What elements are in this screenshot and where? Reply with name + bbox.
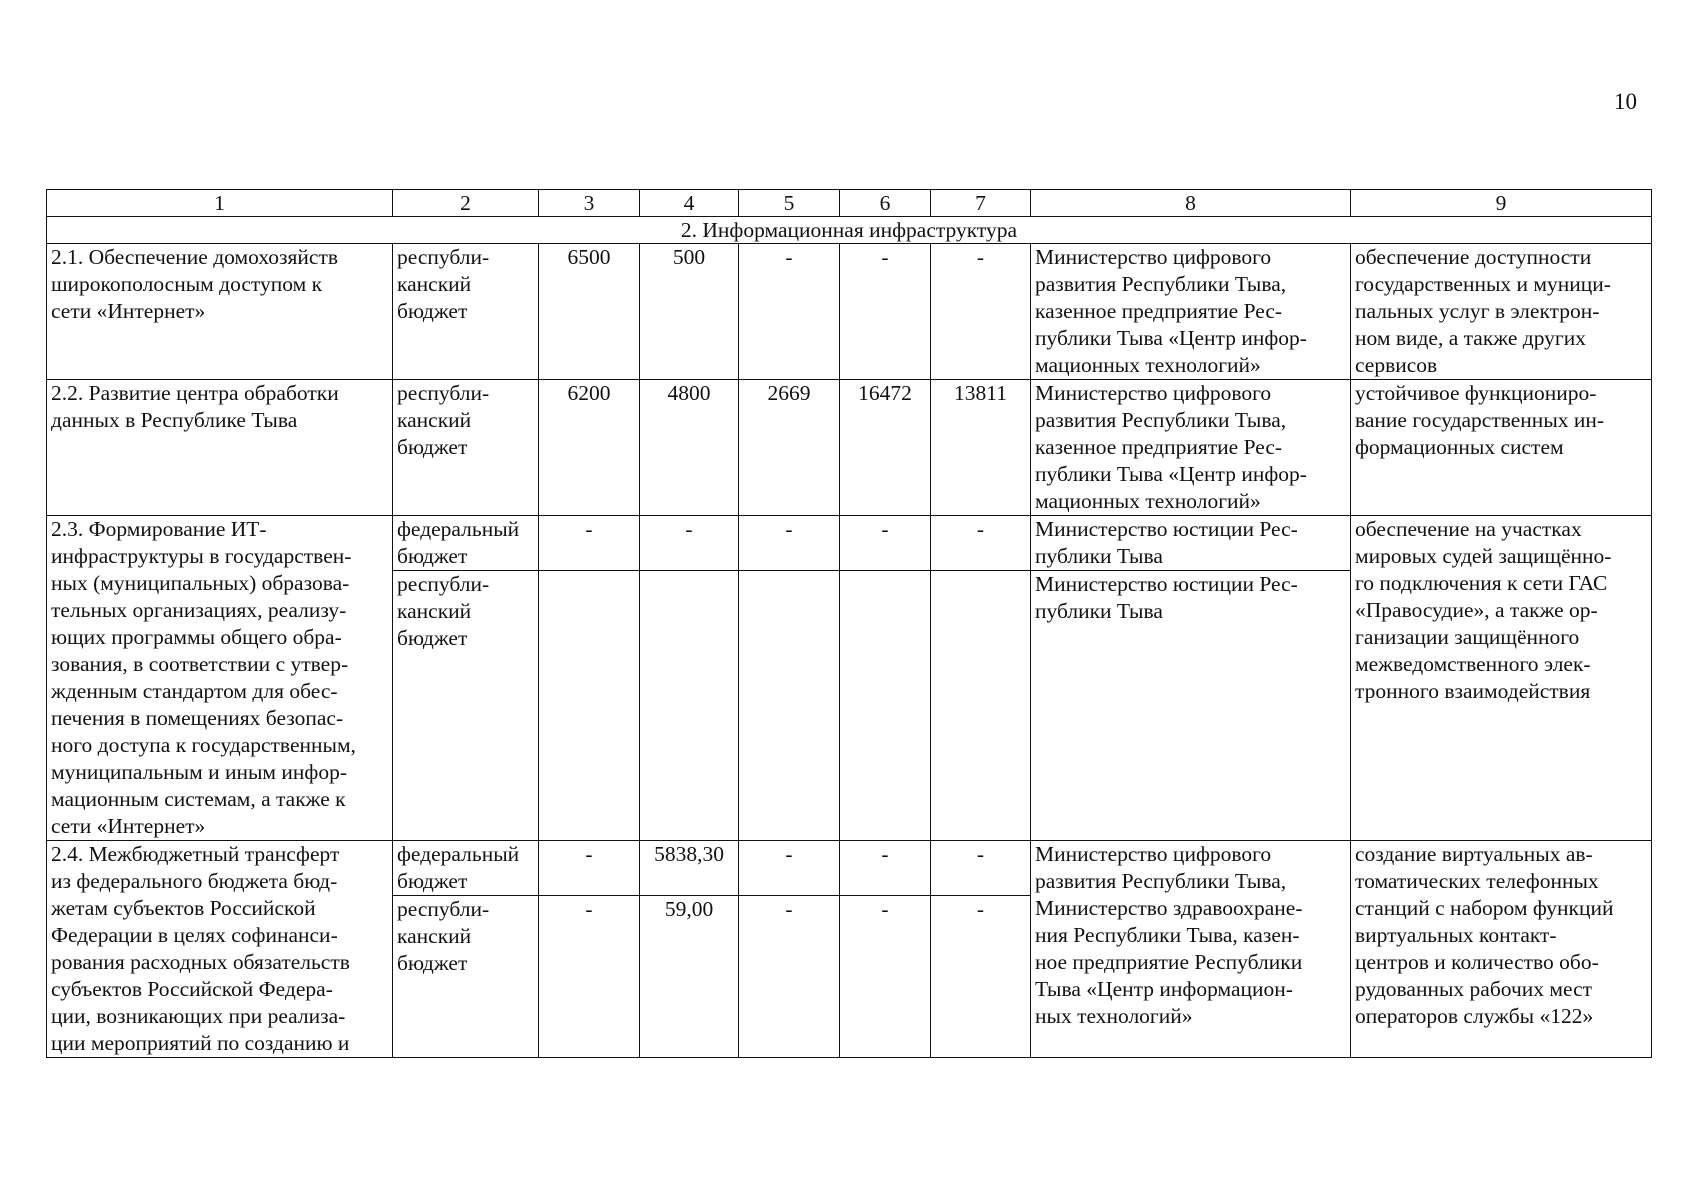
value-col4 bbox=[640, 571, 739, 841]
header-cell: 2 bbox=[393, 190, 539, 217]
executor: Министерство цифрового развития Республики Тыва, казенное предприятие Рес- публики Тыва «Центр инфор- мационных технологий» bbox=[1031, 244, 1351, 380]
activity-name: 2.4. Межбюджетный трансферт из федерального бюджета бюд- жетам субъектов Российской Федерации в целях софинанси- рования расходных обязательств субъектов Российской Федера- ции, возникающих при реализа- ции мероприятий по созданию и bbox=[47, 841, 393, 1058]
funding-source: федеральный бюджет bbox=[393, 516, 539, 571]
funding-source: республи- канский бюджет bbox=[393, 571, 539, 841]
table-row bbox=[47, 841, 1652, 896]
value-col5 bbox=[739, 571, 840, 841]
activity-name: 2.1. Обеспечение домохозяйств широкополосным доступом к сети «Интернет» bbox=[47, 244, 393, 380]
value-col4: 5838,30 bbox=[640, 841, 739, 896]
value-col4: 59,00 bbox=[640, 896, 739, 1058]
value-col4: 4800 bbox=[640, 380, 739, 516]
value-col6: - bbox=[840, 841, 931, 896]
value-col5: - bbox=[739, 896, 840, 1058]
value-col3: - bbox=[539, 841, 640, 896]
header-cell: 9 bbox=[1351, 190, 1652, 217]
executor: Министерство юстиции Рес- публики Тыва bbox=[1031, 516, 1351, 571]
executor: Министерство цифрового развития Республики Тыва, Министерство здравоохране- ния Республики Тыва, казен- ное предприятие Республики Тыва «Центр информацион- ных технологий» bbox=[1031, 841, 1351, 1058]
program-table bbox=[46, 189, 1652, 1058]
header-cell: 6 bbox=[840, 190, 931, 217]
value-col3: - bbox=[539, 896, 640, 1058]
value-col6 bbox=[840, 571, 931, 841]
value-col7 bbox=[931, 571, 1031, 841]
value-col5: 2669 bbox=[739, 380, 840, 516]
value-col5: - bbox=[739, 841, 840, 896]
funding-source: республи- канский бюджет bbox=[393, 896, 539, 1058]
funding-source: федеральный бюджет bbox=[393, 841, 539, 896]
value-col7: - bbox=[931, 841, 1031, 896]
value-col5: - bbox=[739, 516, 840, 571]
table-row bbox=[47, 244, 1652, 380]
table-row bbox=[47, 516, 1652, 571]
section-title: 2. Информационная инфраструктура bbox=[47, 217, 1652, 244]
funding-source: республи- канский бюджет bbox=[393, 380, 539, 516]
value-col6: - bbox=[840, 244, 931, 380]
value-col6: 16472 bbox=[840, 380, 931, 516]
header-row bbox=[47, 190, 1652, 217]
value-col7: - bbox=[931, 244, 1031, 380]
activity-name: 2.2. Развитие центра обработки данных в Республике Тыва bbox=[47, 380, 393, 516]
value-col7: - bbox=[931, 516, 1031, 571]
value-col5: - bbox=[739, 244, 840, 380]
expected-result: создание виртуальных ав- томатических телефонных станций с набором функций виртуальных контакт- центров и количество обо- рудованных рабочих мест операторов службы «122» bbox=[1351, 841, 1652, 1058]
page-number: 10 bbox=[1614, 89, 1637, 114]
header-cell: 1 bbox=[47, 190, 393, 217]
value-col3: 6500 bbox=[539, 244, 640, 380]
executor: Министерство юстиции Рес- публики Тыва bbox=[1031, 571, 1351, 841]
expected-result: обеспечение доступности государственных и муници- пальных услуг в электрон- ном виде, а также других сервисов bbox=[1351, 244, 1652, 380]
value-col3: - bbox=[539, 516, 640, 571]
value-col3 bbox=[539, 571, 640, 841]
value-col4: 500 bbox=[640, 244, 739, 380]
section-row bbox=[47, 217, 1652, 244]
value-col4: - bbox=[640, 516, 739, 571]
expected-result: обеспечение на участках мировых судей защищённо- го подключения к сети ГАС «Правосудие», а также ор- ганизации защищённого межведомственного элек- тронного взаимодействия bbox=[1351, 516, 1652, 841]
header-cell: 8 bbox=[1031, 190, 1351, 217]
table-row bbox=[47, 380, 1652, 516]
header-cell: 3 bbox=[539, 190, 640, 217]
funding-source: республи- канский бюджет bbox=[393, 244, 539, 380]
header-cell: 4 bbox=[640, 190, 739, 217]
value-col6: - bbox=[840, 896, 931, 1058]
header-cell: 7 bbox=[931, 190, 1031, 217]
value-col7: - bbox=[931, 896, 1031, 1058]
value-col3: 6200 bbox=[539, 380, 640, 516]
header-cell: 5 bbox=[739, 190, 840, 217]
executor: Министерство цифрового развития Республики Тыва, казенное предприятие Рес- публики Тыва «Центр инфор- мационных технологий» bbox=[1031, 380, 1351, 516]
value-col7: 13811 bbox=[931, 380, 1031, 516]
value-col6: - bbox=[840, 516, 931, 571]
activity-name: 2.3. Формирование ИТ- инфраструктуры в государствен- ных (муниципальных) образова- тельных организациях, реализу- ющих программы общего обра- зования, в соответствии с утвер- жденным стандартом для обес- печения в помещениях безопас- ного доступа к государственным, муниципальным и иным инфор- мационным системам, а также к сети «Интернет» bbox=[47, 516, 393, 841]
expected-result: устойчивое функциониро- вание государственных ин- формационных систем bbox=[1351, 380, 1652, 516]
